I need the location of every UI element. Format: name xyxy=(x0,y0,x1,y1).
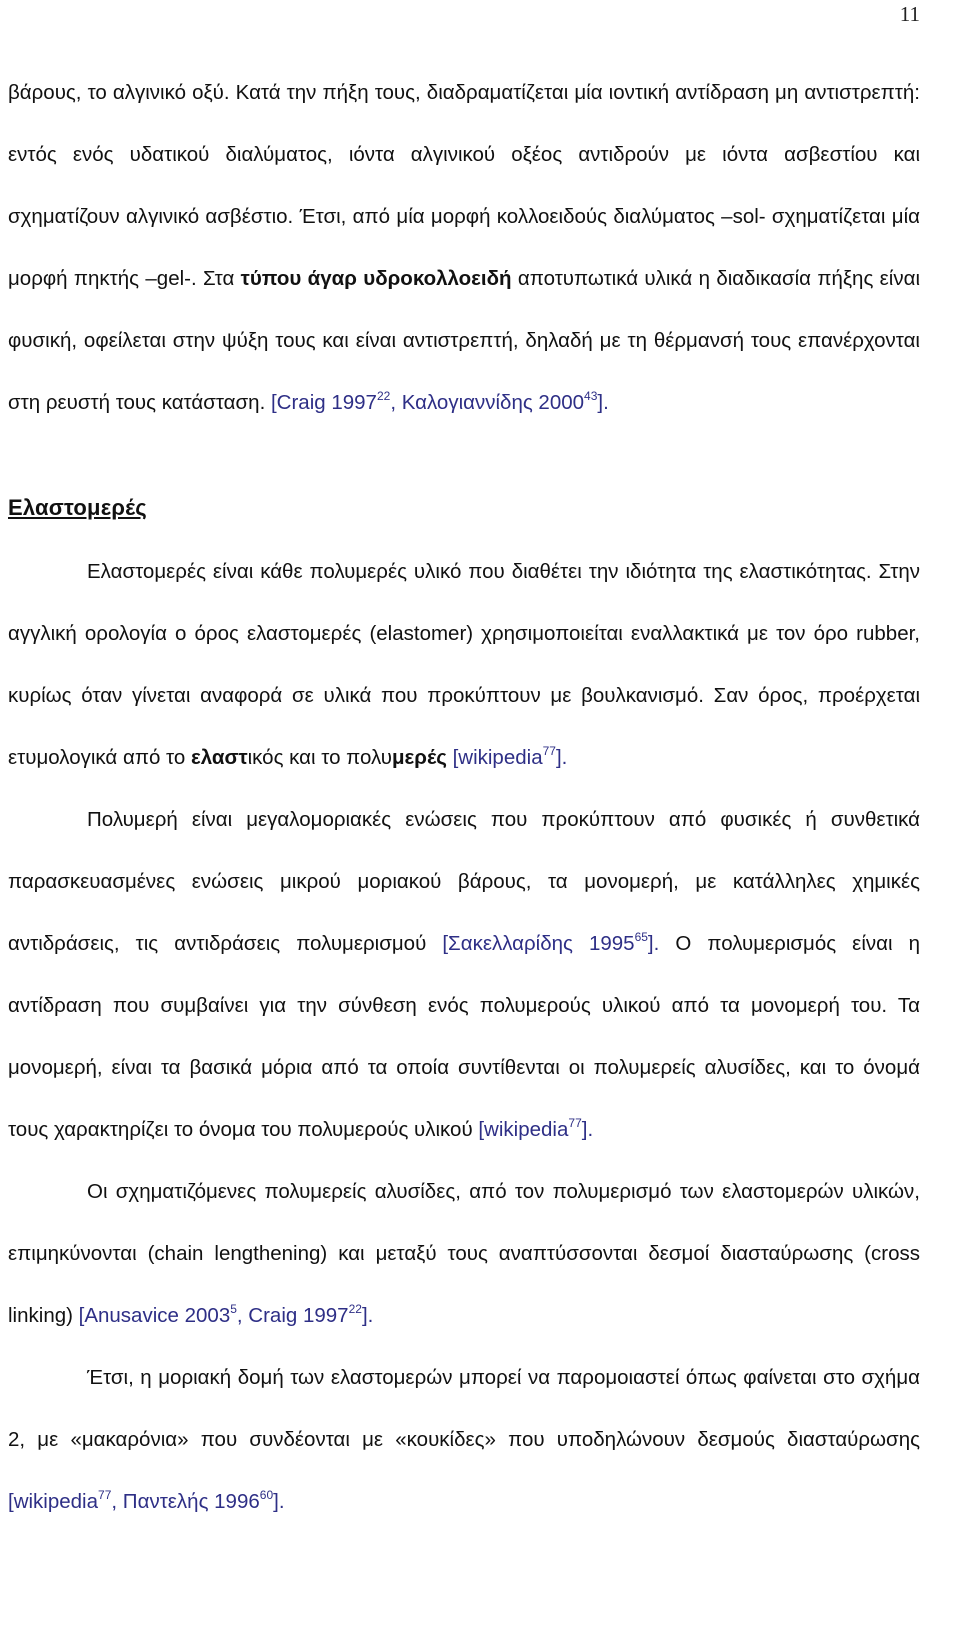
paragraph-text: βάρους, το αλγινικό οξύ. Κατά την πήξη τους, διαδραματίζεται μία ιοντική αντίδραση μη αντιστρεπτή: εντός ενός υδατικού διαλύματος, ιόντα αλγινικού οξέος αντιδρούν με ιόντα ασβεστίου και σχηματίζουν αλγινικό ασβέστιο. Έτσι, από μία μορφή κολλοειδούς διαλύματος –sol- σχηματίζεται μία μορφή πηκτής –gel-. Στα xyxy=(8,81,920,290)
paragraph-text: ικός και το πολυ xyxy=(247,746,392,769)
citation: [Craig 1997$^{22}$, Καλογιαννίδης 2000$^{43}$]. xyxy=(270,389,609,414)
citation: [wikipedia$^{77}$, Παντελής 1996$^{60}$]. xyxy=(8,1488,285,1513)
citation: [wikipedia$^{77}$]. xyxy=(452,744,568,769)
paragraph-text: Οι σχηματιζόμενες πολυμερείς αλυσίδες, από τον πολυμερισμό των ελαστομερών υλικών, επιμηκύνονται (chain lengthening) και μεταξύ τους αναπτύσσονται δεσμοί διασταύρωσης (cross linking) xyxy=(8,1180,920,1327)
paragraph-text: Πολυμερή είναι μεγαλομοριακές ενώσεις που προκύπτουν από φυσικές ή συνθετικά παρασκευασμένες ενώσεις μικρού μοριακού βάρους, τα μονομερή, με κατάλληλες χημικές αντιδράσεις, τις αντιδράσεις πολυμερισμού xyxy=(8,808,920,955)
bold-term: μερές xyxy=(392,746,447,769)
paragraph-elastomer-definition xyxy=(8,541,920,789)
bold-term: ελαστ xyxy=(190,746,248,769)
paragraph-polymer-chains xyxy=(8,1161,920,1347)
paragraph-text: Ο πολυμερισμός είναι η αντίδραση που συμβαίνει για την σύνθεση ενός πολυμερούς υλικού από τα μονομερή του. Τα μονομερή, είναι τα βασικά μόρια από τα οποία συντίθενται οι πολυμερείς αλυσίδες, και το όνομά τους χαρακτηρίζει το όνομα του πολυμερούς υλικού xyxy=(8,932,920,1141)
citation: [Anusavice 2003$^5$, Craig 1997$^{22}$]. xyxy=(78,1302,374,1327)
paragraph-polymers xyxy=(8,789,920,1161)
bold-term: τύπου άγαρ υδροκολλοειδή xyxy=(240,267,512,290)
citation: [Σακελλαρίδης 1995$^{65}$]. xyxy=(442,930,660,955)
citation: [wikipedia$^{77}$]. xyxy=(478,1116,594,1141)
paragraph-text: Ελαστομερές είναι κάθε πολυμερές υλικό που διαθέτει την ιδιότητα της ελαστικότητας. Στην αγγλική ορολογία ο όρος ελαστομερές (elastomer) χρησιμοποιείται εναλλακτικά με τον όρο rubber, κυρίως όταν γίνεται αναφορά σε υλικά που προκύπτουν με βουλκανισμό. Σαν όρος, προέρχεται ετυμολογικά από το xyxy=(8,560,920,769)
paragraph-molecular-structure xyxy=(8,1347,920,1533)
document-body xyxy=(8,62,920,1533)
paragraph-text: αποτυπωτικά υλικά η διαδικασία πήξης είναι φυσική, οφείλεται στην ψύξη τους και είναι αντιστρεπτή, δηλαδή με τη θέρμανσή τους επανέρχονται στη ρευστή τους κατάσταση. xyxy=(8,267,921,414)
paragraph-text: Έτσι, η μοριακή δομή των ελαστομερών μπορεί να παρομοιαστεί όπως φαίνεται στο σχήμα 2, με «μακαρόνια» που συνδέονται με «κουκίδες» που υποδηλώνουν δεσμούς διασταύρωσης xyxy=(8,1366,920,1451)
section-heading: Ελαστομερές xyxy=(8,495,147,520)
paragraph-setting-reaction xyxy=(8,62,920,434)
page-number: 11 xyxy=(899,2,920,26)
